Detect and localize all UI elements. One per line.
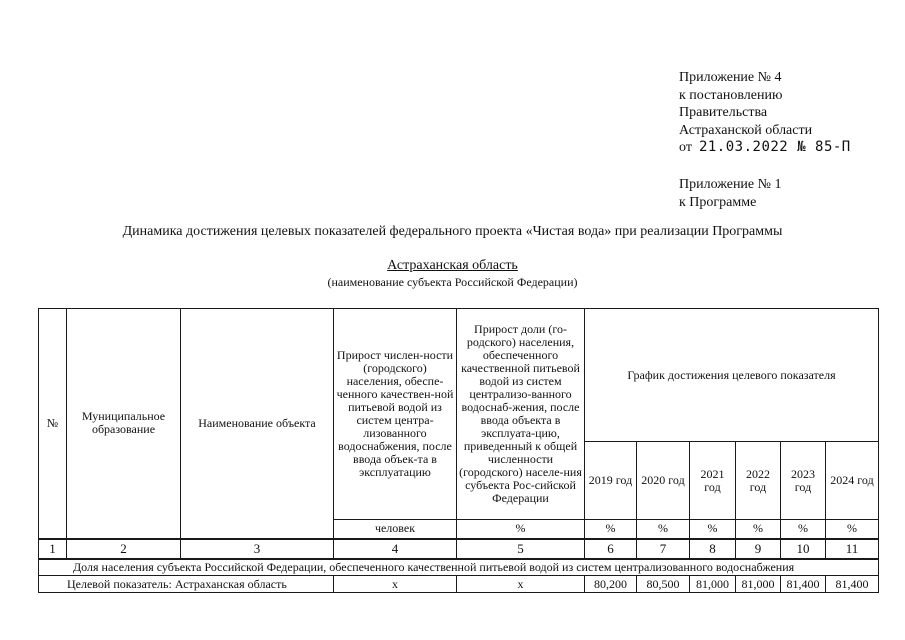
column-number: 5	[457, 539, 585, 559]
column-numbers-row	[39, 539, 879, 559]
header-growth-population: Прирост числен-ности (городского) населения, обеспе-ченного качествен-ной питьевой водой из систем центра-лизованного водоснабжения, после ввода объек-та в эксплуатацию	[334, 309, 457, 520]
column-number: 6	[585, 539, 637, 559]
appendix-date-line	[679, 139, 879, 157]
region-name: Астраханская область	[387, 258, 518, 273]
column-number: 8	[690, 539, 736, 559]
unit-year-2024: %	[826, 520, 879, 539]
unit-growth-population: человек	[334, 520, 457, 539]
appendix-number: Приложение № 4	[679, 70, 782, 85]
unit-year-2019: %	[585, 520, 637, 539]
appendix-main-block	[679, 69, 879, 157]
column-number: 11	[826, 539, 879, 559]
target-growth-share: х	[457, 576, 585, 593]
appendix-program-block	[679, 176, 782, 211]
appendix-program-ref: к Программе	[679, 194, 757, 210]
unit-year-2022: %	[736, 520, 781, 539]
appendix-region: Астраханской области	[679, 122, 813, 138]
header-object: Наименование объекта	[181, 309, 334, 539]
target-value-2019: 80,200	[585, 576, 637, 593]
column-number: 1	[39, 539, 67, 559]
unit-year-2020: %	[637, 520, 690, 539]
header-municipality: Муниципальное образование	[67, 309, 181, 539]
header-row-top	[39, 309, 879, 442]
appendix-government: Правительства	[679, 105, 768, 120]
column-number: 7	[637, 539, 690, 559]
target-row	[39, 576, 879, 593]
column-number: 2	[67, 539, 181, 559]
header-year-2020: 2020 год	[637, 442, 690, 520]
header-year-2021: 2021 год	[690, 442, 736, 520]
column-number: 9	[736, 539, 781, 559]
column-number: 10	[781, 539, 826, 559]
unit-year-2023: %	[781, 520, 826, 539]
unit-year-2021: %	[690, 520, 736, 539]
indicators-table	[38, 308, 879, 593]
target-label: Целевой показатель: Астраханская область	[39, 576, 334, 593]
target-value-2024: 81,400	[826, 576, 879, 593]
column-number: 3	[181, 539, 334, 559]
header-schedule: График достижения целевого показателя	[585, 309, 879, 442]
target-growth-population: х	[334, 576, 457, 593]
header-year-2022: 2022 год	[736, 442, 781, 520]
region-block	[0, 258, 905, 290]
header-growth-share: Прирост доли (го-родского) населения, обеспеченного качественной питьевой водой из систем централизо-ванного водоснаб-жения, после ввода объекта в эксплуата-цию, приведенный к общей численности (городского) населе-ния субъекта Рос-сийской Федерации	[457, 309, 585, 520]
header-number: №	[39, 309, 67, 539]
appendix-date-number: 21.03.2022 № 85-П	[698, 139, 851, 155]
appendix-resolution-ref: к постановлению	[679, 87, 783, 103]
header-year-2019: 2019 год	[585, 442, 637, 520]
header-year-2024: 2024 год	[826, 442, 879, 520]
document-title: Динамика достижения целевых показателей федерального проекта «Чистая вода» при реализации Программы	[122, 224, 783, 239]
region-caption: (наименование субъекта Российской Федерации)	[327, 275, 578, 289]
appendix-program-number: Приложение № 1	[679, 177, 782, 192]
appendix-from-label: от	[679, 140, 692, 155]
target-value-2021: 81,000	[690, 576, 736, 593]
target-value-2020: 80,500	[637, 576, 690, 593]
section-title: Доля населения субъекта Российской Федерации, обеспеченного качественной питьевой водой из систем централизованного водоснабжения	[39, 559, 879, 576]
unit-growth-share: %	[457, 520, 585, 539]
header-year-2023: 2023 год	[781, 442, 826, 520]
target-value-2022: 81,000	[736, 576, 781, 593]
target-value-2023: 81,400	[781, 576, 826, 593]
column-number: 4	[334, 539, 457, 559]
section-row	[39, 559, 879, 576]
